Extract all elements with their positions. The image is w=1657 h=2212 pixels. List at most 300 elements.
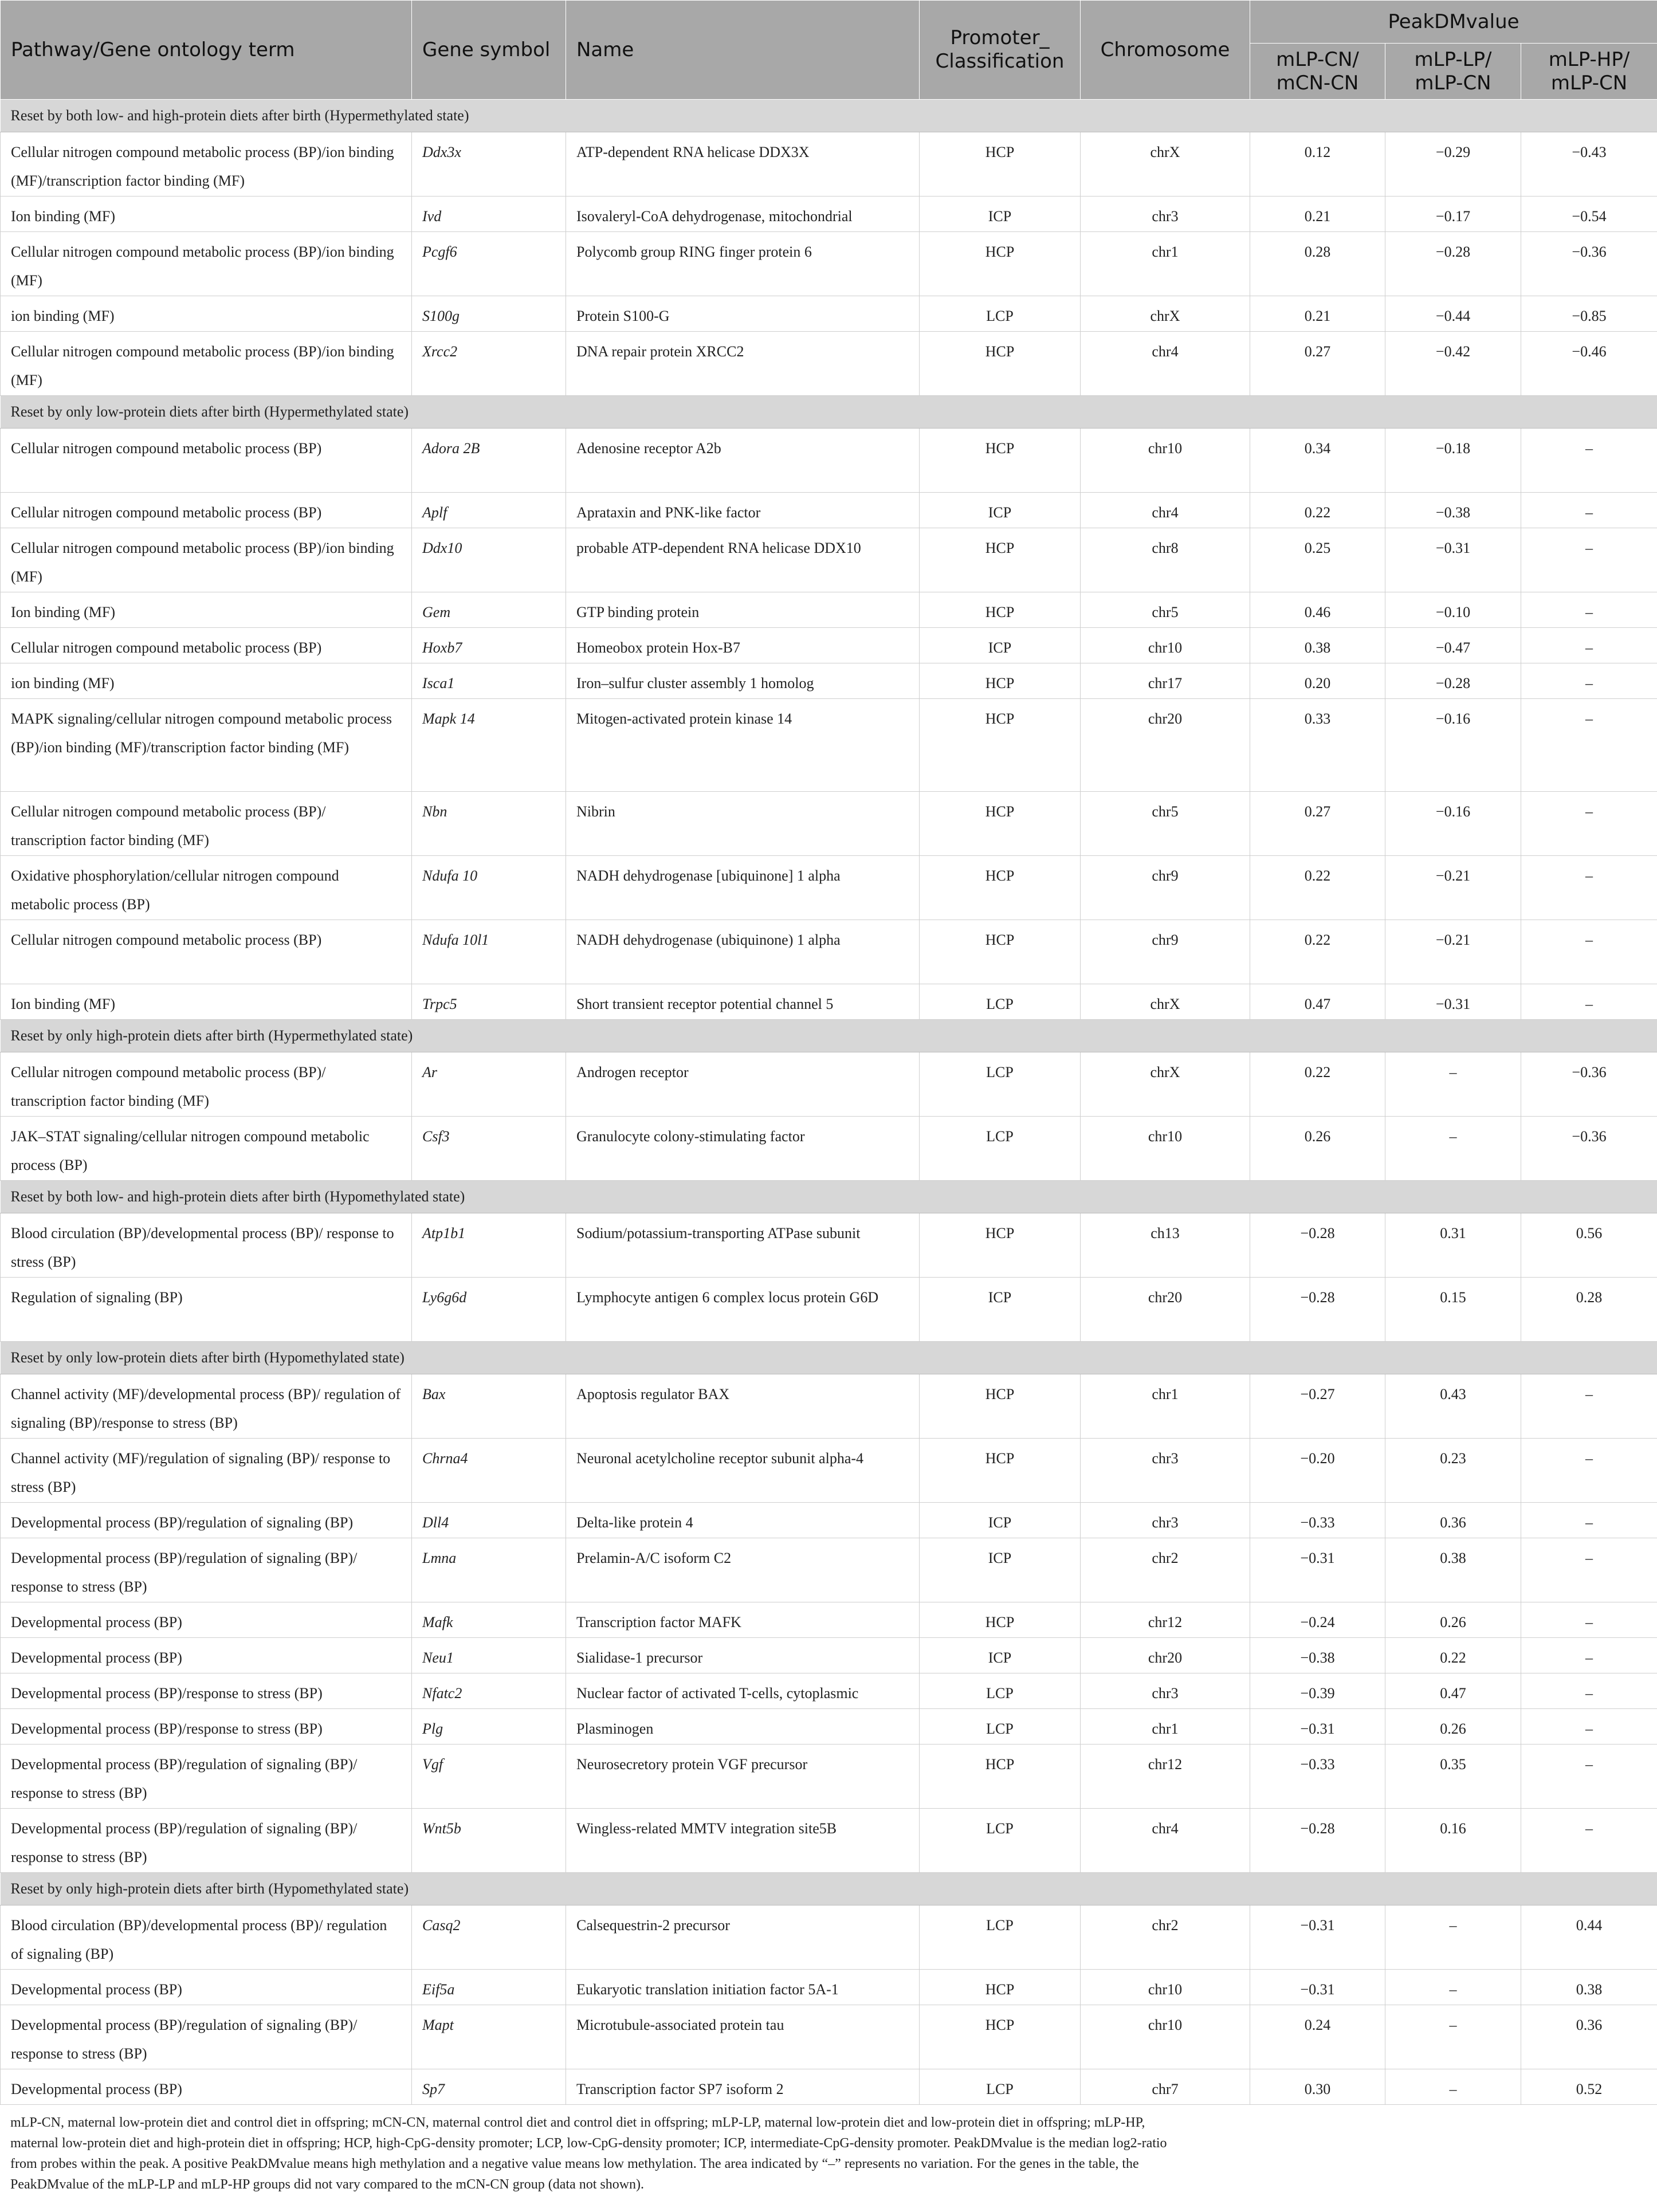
section-header-row xyxy=(1,100,1657,132)
cell-pathway: Developmental process (BP) xyxy=(1,1638,412,1673)
cell-mlp-lp-value: −0.42 xyxy=(1385,332,1521,396)
cell-mlp-lp-value: 0.43 xyxy=(1385,1374,1521,1439)
cell-gene-symbol: Csf3 xyxy=(412,1117,566,1181)
cell-pathway: Cellular nitrogen compound metabolic process (BP)/ion binding (MF) xyxy=(1,332,412,396)
cell-gene-symbol: Eif5a xyxy=(412,1970,566,2005)
cell-mlp-cn-value: 0.12 xyxy=(1250,132,1385,197)
cell-mlp-lp-value: −0.21 xyxy=(1385,920,1521,984)
cell-pathway: Developmental process (BP)/response to stress (BP) xyxy=(1,1709,412,1745)
section-header-row xyxy=(1,1342,1657,1374)
cell-promoter: LCP xyxy=(920,296,1081,332)
cell-mlp-hp-value: −0.36 xyxy=(1521,1052,1657,1117)
cell-chromosome: chr5 xyxy=(1081,792,1250,856)
cell-promoter: HCP xyxy=(920,132,1081,197)
cell-mlp-cn-value: −0.28 xyxy=(1250,1809,1385,1873)
cell-promoter: HCP xyxy=(920,1745,1081,1809)
cell-gene-symbol: Ly6g6d xyxy=(412,1278,566,1342)
cell-gene-symbol: Neu1 xyxy=(412,1638,566,1673)
cell-mlp-cn-value: 0.26 xyxy=(1250,1117,1385,1181)
cell-name: Androgen receptor xyxy=(566,1052,920,1117)
cell-mlp-cn-value: −0.38 xyxy=(1250,1638,1385,1673)
cell-mlp-cn-value: −0.28 xyxy=(1250,1278,1385,1342)
table-row xyxy=(1,1213,1657,1278)
cell-chromosome: chr10 xyxy=(1081,1117,1250,1181)
cell-name: Calsequestrin-2 precursor xyxy=(566,1905,920,1970)
cell-chromosome: chr3 xyxy=(1081,1673,1250,1709)
cell-gene-symbol: Lmna xyxy=(412,1538,566,1602)
table-row xyxy=(1,1673,1657,1709)
table-footnote: mLP-CN, maternal low-protein diet and control diet in offspring; mCN-CN, maternal control diet and control diet in offspring; mLP-LP, maternal low-protein diet and low-protein diet in offspring; mLP-HP, maternal low-protein diet and high-protein diet in offspring; HCP, high-CpG-density promoter; LCP, low-CpG-density promoter; ICP, intermediate-CpG-density promoter. PeakDMvalue is the median log2-ratio from probes within the peak. A positive PeakDMvalue means high methylation and a negative value means low methylation. The area indicated by “–” represents no variation. For the genes in the table, the PeakDMvalue of the mLP-LP and mLP-HP groups did not vary compared to the mCN-CN group (data not shown). xyxy=(10,2115,1167,2192)
cell-mlp-lp-value: 0.22 xyxy=(1385,1638,1521,1673)
cell-name: probable ATP-dependent RNA helicase DDX10 xyxy=(566,528,920,592)
cell-gene-symbol: Ivd xyxy=(412,197,566,232)
cell-name: Transcription factor MAFK xyxy=(566,1602,920,1638)
table-header xyxy=(1,1,1657,100)
cell-chromosome: chr12 xyxy=(1081,1745,1250,1809)
cell-name: Sialidase-1 precursor xyxy=(566,1638,920,1673)
cell-mlp-hp-value: – xyxy=(1521,1638,1657,1673)
section-title: Reset by only high-protein diets after birth (Hypermethylated state) xyxy=(1,1020,1657,1052)
cell-mlp-cn-value: 0.38 xyxy=(1250,628,1385,663)
cell-mlp-lp-value: −0.16 xyxy=(1385,792,1521,856)
cell-chromosome: chr1 xyxy=(1081,1374,1250,1439)
cell-chromosome: ch13 xyxy=(1081,1213,1250,1278)
cell-promoter: HCP xyxy=(920,232,1081,296)
cell-mlp-hp-value: – xyxy=(1521,699,1657,792)
cell-mlp-hp-value: – xyxy=(1521,528,1657,592)
cell-name: Mitogen-activated protein kinase 14 xyxy=(566,699,920,792)
cell-mlp-lp-value: −0.31 xyxy=(1385,528,1521,592)
cell-mlp-cn-value: −0.31 xyxy=(1250,1538,1385,1602)
cell-promoter: LCP xyxy=(920,1905,1081,1970)
table-row xyxy=(1,984,1657,1020)
cell-pathway: Ion binding (MF) xyxy=(1,592,412,628)
table-row xyxy=(1,197,1657,232)
cell-promoter: HCP xyxy=(920,1970,1081,2005)
section-header-row xyxy=(1,1020,1657,1052)
cell-promoter: HCP xyxy=(920,332,1081,396)
cell-mlp-lp-value: 0.15 xyxy=(1385,1278,1521,1342)
cell-gene-symbol: Pcgf6 xyxy=(412,232,566,296)
section-title: Reset by only low-protein diets after birth (Hypermethylated state) xyxy=(1,396,1657,429)
cell-chromosome: chr9 xyxy=(1081,920,1250,984)
cell-promoter: LCP xyxy=(920,1052,1081,1117)
cell-chromosome: chr10 xyxy=(1081,2005,1250,2069)
cell-gene-symbol: Ndufa 10l1 xyxy=(412,920,566,984)
cell-chromosome: chr4 xyxy=(1081,1809,1250,1873)
cell-pathway: Cellular nitrogen compound metabolic process (BP) xyxy=(1,628,412,663)
table-row xyxy=(1,1809,1657,1873)
cell-name: DNA repair protein XRCC2 xyxy=(566,332,920,396)
cell-mlp-lp-value: −0.44 xyxy=(1385,296,1521,332)
cell-mlp-hp-value: 0.28 xyxy=(1521,1278,1657,1342)
cell-chromosome: chr17 xyxy=(1081,663,1250,699)
table-row xyxy=(1,2005,1657,2069)
cell-chromosome: chr10 xyxy=(1081,429,1250,493)
table-row xyxy=(1,232,1657,296)
header-mlp-hp: mLP-HP/ mLP-CN xyxy=(1521,44,1657,100)
cell-mlp-cn-value: 0.20 xyxy=(1250,663,1385,699)
cell-promoter: HCP xyxy=(920,2005,1081,2069)
cell-mlp-cn-value: 0.46 xyxy=(1250,592,1385,628)
cell-pathway: Cellular nitrogen compound metabolic process (BP) xyxy=(1,920,412,984)
table-row xyxy=(1,1503,1657,1538)
cell-promoter: LCP xyxy=(920,1809,1081,1873)
table-row xyxy=(1,1374,1657,1439)
cell-chromosome: chr20 xyxy=(1081,699,1250,792)
cell-pathway: Cellular nitrogen compound metabolic process (BP)/ transcription factor binding (MF) xyxy=(1,1052,412,1117)
cell-gene-symbol: Ndufa 10 xyxy=(412,856,566,920)
cell-promoter: ICP xyxy=(920,628,1081,663)
cell-mlp-lp-value: −0.28 xyxy=(1385,232,1521,296)
cell-chromosome: chr12 xyxy=(1081,1602,1250,1638)
cell-name: NADH dehydrogenase [ubiquinone] 1 alpha xyxy=(566,856,920,920)
cell-mlp-lp-value: 0.35 xyxy=(1385,1745,1521,1809)
header-chromosome: Chromosome xyxy=(1081,1,1250,100)
cell-promoter: HCP xyxy=(920,856,1081,920)
cell-promoter: HCP xyxy=(920,920,1081,984)
header-promoter-line1: Promoter_ xyxy=(950,26,1050,49)
cell-name: Eukaryotic translation initiation factor 5A-1 xyxy=(566,1970,920,2005)
cell-chromosome: chr20 xyxy=(1081,1638,1250,1673)
cell-mlp-cn-value: −0.33 xyxy=(1250,1503,1385,1538)
cell-promoter: ICP xyxy=(920,1278,1081,1342)
cell-chromosome: chr4 xyxy=(1081,493,1250,528)
cell-promoter: HCP xyxy=(920,699,1081,792)
cell-mlp-cn-value: −0.24 xyxy=(1250,1602,1385,1638)
cell-promoter: LCP xyxy=(920,984,1081,1020)
cell-pathway: Cellular nitrogen compound metabolic process (BP)/ion binding (MF) xyxy=(1,528,412,592)
cell-chromosome: chr3 xyxy=(1081,1503,1250,1538)
cell-gene-symbol: Xrcc2 xyxy=(412,332,566,396)
cell-mlp-hp-value: – xyxy=(1521,856,1657,920)
cell-name: Polycomb group RING finger protein 6 xyxy=(566,232,920,296)
table-row xyxy=(1,592,1657,628)
cell-mlp-hp-value: – xyxy=(1521,1809,1657,1873)
cell-chromosome: chr3 xyxy=(1081,197,1250,232)
cell-chromosome: chr20 xyxy=(1081,1278,1250,1342)
cell-pathway: Developmental process (BP)/regulation of signaling (BP)/ response to stress (BP) xyxy=(1,1745,412,1809)
cell-pathway: Developmental process (BP)/regulation of signaling (BP)/ response to stress (BP) xyxy=(1,1538,412,1602)
table-row xyxy=(1,663,1657,699)
cell-mlp-lp-value: – xyxy=(1385,1052,1521,1117)
table-row xyxy=(1,1538,1657,1602)
cell-name: Apoptosis regulator BAX xyxy=(566,1374,920,1439)
cell-mlp-cn-value: −0.39 xyxy=(1250,1673,1385,1709)
cell-promoter: HCP xyxy=(920,1374,1081,1439)
cell-name: Aprataxin and PNK-like factor xyxy=(566,493,920,528)
cell-gene-symbol: Chrna4 xyxy=(412,1439,566,1503)
cell-name: ATP-dependent RNA helicase DDX3X xyxy=(566,132,920,197)
cell-name: Short transient receptor potential channel 5 xyxy=(566,984,920,1020)
cell-gene-symbol: Nfatc2 xyxy=(412,1673,566,1709)
cell-mlp-hp-value: 0.52 xyxy=(1521,2069,1657,2105)
cell-mlp-cn-value: 0.22 xyxy=(1250,856,1385,920)
table-row xyxy=(1,856,1657,920)
cell-mlp-cn-value: 0.22 xyxy=(1250,1052,1385,1117)
cell-gene-symbol: Trpc5 xyxy=(412,984,566,1020)
cell-promoter: HCP xyxy=(920,592,1081,628)
table-row xyxy=(1,1117,1657,1181)
cell-pathway: Developmental process (BP) xyxy=(1,1970,412,2005)
table-row xyxy=(1,920,1657,984)
cell-mlp-lp-value: −0.47 xyxy=(1385,628,1521,663)
cell-mlp-hp-value: – xyxy=(1521,920,1657,984)
cell-mlp-hp-value: −0.46 xyxy=(1521,332,1657,396)
table-row xyxy=(1,1970,1657,2005)
cell-mlp-hp-value: 0.36 xyxy=(1521,2005,1657,2069)
header-gene-symbol: Gene symbol xyxy=(412,1,566,100)
cell-pathway: Cellular nitrogen compound metabolic process (BP) xyxy=(1,493,412,528)
cell-name: Adenosine receptor A2b xyxy=(566,429,920,493)
table-row xyxy=(1,1052,1657,1117)
cell-name: Plasminogen xyxy=(566,1709,920,1745)
cell-mlp-hp-value: – xyxy=(1521,663,1657,699)
cell-chromosome: chr10 xyxy=(1081,628,1250,663)
cell-mlp-hp-value: −0.36 xyxy=(1521,1117,1657,1181)
cell-gene-symbol: Mafk xyxy=(412,1602,566,1638)
cell-name: Prelamin-A/C isoform C2 xyxy=(566,1538,920,1602)
cell-gene-symbol: Sp7 xyxy=(412,2069,566,2105)
cell-mlp-lp-value: −0.38 xyxy=(1385,493,1521,528)
cell-mlp-lp-value: 0.47 xyxy=(1385,1673,1521,1709)
header-mlp-cn: mLP-CN/ mCN-CN xyxy=(1250,44,1385,100)
cell-mlp-cn-value: 0.27 xyxy=(1250,332,1385,396)
cell-mlp-lp-value: −0.31 xyxy=(1385,984,1521,1020)
section-title: Reset by both low- and high-protein diets after birth (Hypomethylated state) xyxy=(1,1181,1657,1213)
cell-name: Iron–sulfur cluster assembly 1 homolog xyxy=(566,663,920,699)
cell-promoter: ICP xyxy=(920,1503,1081,1538)
cell-promoter: LCP xyxy=(920,1117,1081,1181)
cell-mlp-hp-value: −0.36 xyxy=(1521,232,1657,296)
header-peakdmvalue: PeakDMvalue xyxy=(1250,1,1657,44)
cell-pathway: Developmental process (BP)/regulation of signaling (BP)/ response to stress (BP) xyxy=(1,1809,412,1873)
cell-gene-symbol: Ar xyxy=(412,1052,566,1117)
cell-promoter: HCP xyxy=(920,663,1081,699)
cell-pathway: Regulation of signaling (BP) xyxy=(1,1278,412,1342)
table-row xyxy=(1,1439,1657,1503)
cell-mlp-cn-value: −0.27 xyxy=(1250,1374,1385,1439)
cell-mlp-hp-value: 0.38 xyxy=(1521,1970,1657,2005)
cell-gene-symbol: Ddx3x xyxy=(412,132,566,197)
cell-gene-symbol: Bax xyxy=(412,1374,566,1439)
cell-mlp-lp-value: 0.38 xyxy=(1385,1538,1521,1602)
cell-mlp-lp-value: 0.16 xyxy=(1385,1809,1521,1873)
cell-name: Wingless-related MMTV integration site5B xyxy=(566,1809,920,1873)
cell-mlp-lp-value: – xyxy=(1385,2005,1521,2069)
cell-pathway: Developmental process (BP)/response to stress (BP) xyxy=(1,1673,412,1709)
cell-pathway: Cellular nitrogen compound metabolic process (BP)/ion binding (MF)/transcription factor binding (MF) xyxy=(1,132,412,197)
header-pathway: Pathway/Gene ontology term xyxy=(1,1,412,100)
cell-mlp-lp-value: – xyxy=(1385,1970,1521,2005)
cell-chromosome: chr2 xyxy=(1081,1538,1250,1602)
cell-pathway: Developmental process (BP)/regulation of signaling (BP)/ response to stress (BP) xyxy=(1,2005,412,2069)
cell-mlp-hp-value: – xyxy=(1521,1673,1657,1709)
cell-mlp-lp-value: −0.10 xyxy=(1385,592,1521,628)
cell-promoter: HCP xyxy=(920,792,1081,856)
cell-name: Neurosecretory protein VGF precursor xyxy=(566,1745,920,1809)
cell-promoter: HCP xyxy=(920,1213,1081,1278)
table-row xyxy=(1,493,1657,528)
cell-pathway: Channel activity (MF)/developmental process (BP)/ regulation of signaling (BP)/response to stress (BP) xyxy=(1,1374,412,1439)
cell-pathway: Cellular nitrogen compound metabolic process (BP)/ion binding (MF) xyxy=(1,232,412,296)
cell-name: Microtubule-associated protein tau xyxy=(566,2005,920,2069)
header-mlp-lp: mLP-LP/ mLP-CN xyxy=(1385,44,1521,100)
cell-gene-symbol: S100g xyxy=(412,296,566,332)
cell-pathway: MAPK signaling/cellular nitrogen compound metabolic process (BP)/ion binding (MF)/transcription factor binding (MF) xyxy=(1,699,412,792)
cell-name: Transcription factor SP7 isoform 2 xyxy=(566,2069,920,2105)
section-header-row xyxy=(1,1873,1657,1905)
cell-gene-symbol: Ddx10 xyxy=(412,528,566,592)
cell-pathway: Cellular nitrogen compound metabolic process (BP)/ transcription factor binding (MF) xyxy=(1,792,412,856)
cell-mlp-cn-value: 0.33 xyxy=(1250,699,1385,792)
cell-chromosome: chr7 xyxy=(1081,2069,1250,2105)
table-row xyxy=(1,528,1657,592)
cell-pathway: Developmental process (BP)/regulation of signaling (BP) xyxy=(1,1503,412,1538)
cell-mlp-cn-value: −0.31 xyxy=(1250,1905,1385,1970)
cell-chromosome: chrX xyxy=(1081,296,1250,332)
cell-gene-symbol: Mapk 14 xyxy=(412,699,566,792)
table-row xyxy=(1,332,1657,396)
section-title: Reset by only high-protein diets after birth (Hypomethylated state) xyxy=(1,1873,1657,1905)
cell-mlp-lp-value: −0.29 xyxy=(1385,132,1521,197)
cell-mlp-cn-value: 0.30 xyxy=(1250,2069,1385,2105)
cell-gene-symbol: Isca1 xyxy=(412,663,566,699)
cell-chromosome: chr8 xyxy=(1081,528,1250,592)
cell-mlp-hp-value: – xyxy=(1521,1538,1657,1602)
section-header-row xyxy=(1,396,1657,429)
cell-pathway: ion binding (MF) xyxy=(1,296,412,332)
cell-mlp-lp-value: 0.26 xyxy=(1385,1709,1521,1745)
cell-mlp-hp-value: – xyxy=(1521,792,1657,856)
cell-chromosome: chr1 xyxy=(1081,232,1250,296)
cell-gene-symbol: Nbn xyxy=(412,792,566,856)
cell-mlp-cn-value: −0.33 xyxy=(1250,1745,1385,1809)
cell-gene-symbol: Hoxb7 xyxy=(412,628,566,663)
table-row xyxy=(1,699,1657,792)
cell-mlp-hp-value: – xyxy=(1521,493,1657,528)
cell-mlp-lp-value: −0.17 xyxy=(1385,197,1521,232)
cell-name: Nibrin xyxy=(566,792,920,856)
cell-chromosome: chrX xyxy=(1081,132,1250,197)
header-promoter xyxy=(920,1,1081,100)
cell-chromosome: chr5 xyxy=(1081,592,1250,628)
cell-gene-symbol: Plg xyxy=(412,1709,566,1745)
section-header-row xyxy=(1,1181,1657,1213)
cell-gene-symbol: Mapt xyxy=(412,2005,566,2069)
cell-mlp-lp-value: −0.18 xyxy=(1385,429,1521,493)
cell-gene-symbol: Casq2 xyxy=(412,1905,566,1970)
cell-pathway: JAK–STAT signaling/cellular nitrogen compound metabolic process (BP) xyxy=(1,1117,412,1181)
cell-mlp-lp-value: −0.16 xyxy=(1385,699,1521,792)
cell-promoter: HCP xyxy=(920,528,1081,592)
section-title: Reset by both low- and high-protein diets after birth (Hypermethylated state) xyxy=(1,100,1657,132)
cell-mlp-hp-value: – xyxy=(1521,1602,1657,1638)
cell-mlp-hp-value: – xyxy=(1521,1439,1657,1503)
cell-mlp-lp-value: – xyxy=(1385,1117,1521,1181)
cell-mlp-cn-value: 0.22 xyxy=(1250,920,1385,984)
cell-promoter: ICP xyxy=(920,1638,1081,1673)
cell-gene-symbol: Adora 2B xyxy=(412,429,566,493)
table-row xyxy=(1,792,1657,856)
cell-name: Neuronal acetylcholine receptor subunit alpha-4 xyxy=(566,1439,920,1503)
cell-pathway: Developmental process (BP) xyxy=(1,1602,412,1638)
cell-pathway: Blood circulation (BP)/developmental process (BP)/ regulation of signaling (BP) xyxy=(1,1905,412,1970)
table-row xyxy=(1,296,1657,332)
cell-name: Protein S100-G xyxy=(566,296,920,332)
cell-name: GTP binding protein xyxy=(566,592,920,628)
cell-mlp-hp-value: – xyxy=(1521,1374,1657,1439)
cell-promoter: LCP xyxy=(920,2069,1081,2105)
cell-mlp-hp-value: – xyxy=(1521,1503,1657,1538)
cell-name: Nuclear factor of activated T-cells, cytoplasmic xyxy=(566,1673,920,1709)
cell-mlp-lp-value: – xyxy=(1385,1905,1521,1970)
cell-pathway: Oxidative phosphorylation/cellular nitrogen compound metabolic process (BP) xyxy=(1,856,412,920)
cell-pathway: ion binding (MF) xyxy=(1,663,412,699)
cell-mlp-cn-value: 0.34 xyxy=(1250,429,1385,493)
cell-mlp-hp-value: – xyxy=(1521,592,1657,628)
cell-mlp-cn-value: 0.22 xyxy=(1250,493,1385,528)
cell-gene-symbol: Atp1b1 xyxy=(412,1213,566,1278)
cell-name: Sodium/potassium-transporting ATPase subunit xyxy=(566,1213,920,1278)
cell-mlp-cn-value: 0.24 xyxy=(1250,2005,1385,2069)
cell-pathway: Ion binding (MF) xyxy=(1,197,412,232)
cell-mlp-hp-value: −0.43 xyxy=(1521,132,1657,197)
cell-mlp-lp-value: – xyxy=(1385,2069,1521,2105)
cell-pathway: Blood circulation (BP)/developmental process (BP)/ response to stress (BP) xyxy=(1,1213,412,1278)
cell-chromosome: chr2 xyxy=(1081,1905,1250,1970)
cell-mlp-cn-value: −0.31 xyxy=(1250,1709,1385,1745)
cell-mlp-cn-value: 0.28 xyxy=(1250,232,1385,296)
cell-mlp-cn-value: 0.47 xyxy=(1250,984,1385,1020)
cell-mlp-hp-value: – xyxy=(1521,1709,1657,1745)
table-row xyxy=(1,1602,1657,1638)
cell-pathway: Developmental process (BP) xyxy=(1,2069,412,2105)
cell-mlp-cn-value: 0.25 xyxy=(1250,528,1385,592)
cell-gene-symbol: Wnt5b xyxy=(412,1809,566,1873)
cell-mlp-hp-value: 0.44 xyxy=(1521,1905,1657,1970)
cell-gene-symbol: Gem xyxy=(412,592,566,628)
cell-promoter: HCP xyxy=(920,1439,1081,1503)
cell-pathway: Cellular nitrogen compound metabolic process (BP) xyxy=(1,429,412,493)
cell-name: Lymphocyte antigen 6 complex locus protein G6D xyxy=(566,1278,920,1342)
cell-name: NADH dehydrogenase (ubiquinone) 1 alpha xyxy=(566,920,920,984)
cell-mlp-hp-value: −0.85 xyxy=(1521,296,1657,332)
table-row xyxy=(1,1638,1657,1673)
cell-mlp-lp-value: 0.26 xyxy=(1385,1602,1521,1638)
cell-mlp-lp-value: −0.21 xyxy=(1385,856,1521,920)
table-body xyxy=(1,100,1657,2105)
cell-promoter: HCP xyxy=(920,1602,1081,1638)
cell-promoter: ICP xyxy=(920,197,1081,232)
table-row xyxy=(1,1905,1657,1970)
cell-mlp-lp-value: 0.36 xyxy=(1385,1503,1521,1538)
cell-gene-symbol: Vgf xyxy=(412,1745,566,1809)
cell-name: Granulocyte colony-stimulating factor xyxy=(566,1117,920,1181)
cell-pathway: Ion binding (MF) xyxy=(1,984,412,1020)
cell-name: Homeobox protein Hox-B7 xyxy=(566,628,920,663)
cell-gene-symbol: Dll4 xyxy=(412,1503,566,1538)
cell-chromosome: chr10 xyxy=(1081,1970,1250,2005)
cell-mlp-cn-value: 0.27 xyxy=(1250,792,1385,856)
table-row xyxy=(1,2069,1657,2105)
table-row xyxy=(1,1278,1657,1342)
cell-mlp-cn-value: −0.20 xyxy=(1250,1439,1385,1503)
cell-mlp-cn-value: 0.21 xyxy=(1250,296,1385,332)
cell-chromosome: chrX xyxy=(1081,1052,1250,1117)
cell-chromosome: chr1 xyxy=(1081,1709,1250,1745)
cell-promoter: LCP xyxy=(920,1709,1081,1745)
